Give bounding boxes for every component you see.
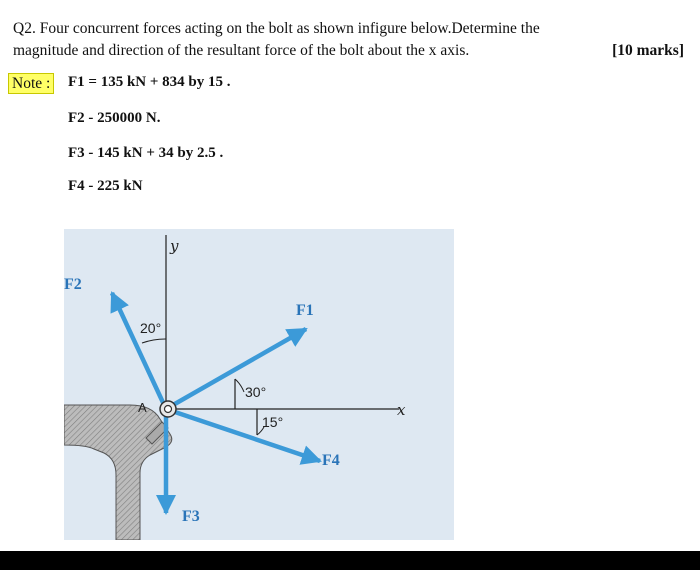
y-axis-label: y [170,237,179,255]
bottom-black-bar [0,551,700,570]
marks-label: [10 marks] [612,42,684,59]
force-f3-text: F3 - 145 kN + 34 by 2.5 . [68,145,224,161]
f3-label: F3 [182,508,200,525]
f2-label: F2 [64,276,82,293]
force-diagram-svg [64,229,454,540]
f1-label: F1 [296,302,314,319]
angle-20-label: 20° [140,320,162,336]
force-f4-text: F4 - 225 kN [68,178,143,194]
x-axis-label: x [397,401,406,419]
force-f1-text: F1 = 135 kN + 834 by 15 . [68,74,231,90]
question-line-2: magnitude and direction of the resultant force of the bolt about the x axis. [13,42,470,59]
question-line-1: Q2. Four concurrent forces acting on the bolt as shown infigure below.Determine the [13,20,540,37]
bolt-inner [165,406,172,413]
angle-15-label: 15° [262,414,284,430]
point-a-label: A [138,400,147,415]
angle-30-label: 30° [245,384,267,400]
force-diagram [64,229,454,540]
force-f2-text: F2 - 250000 N. [68,110,161,126]
f4-label: F4 [322,452,340,469]
note-label: Note : [8,73,54,94]
